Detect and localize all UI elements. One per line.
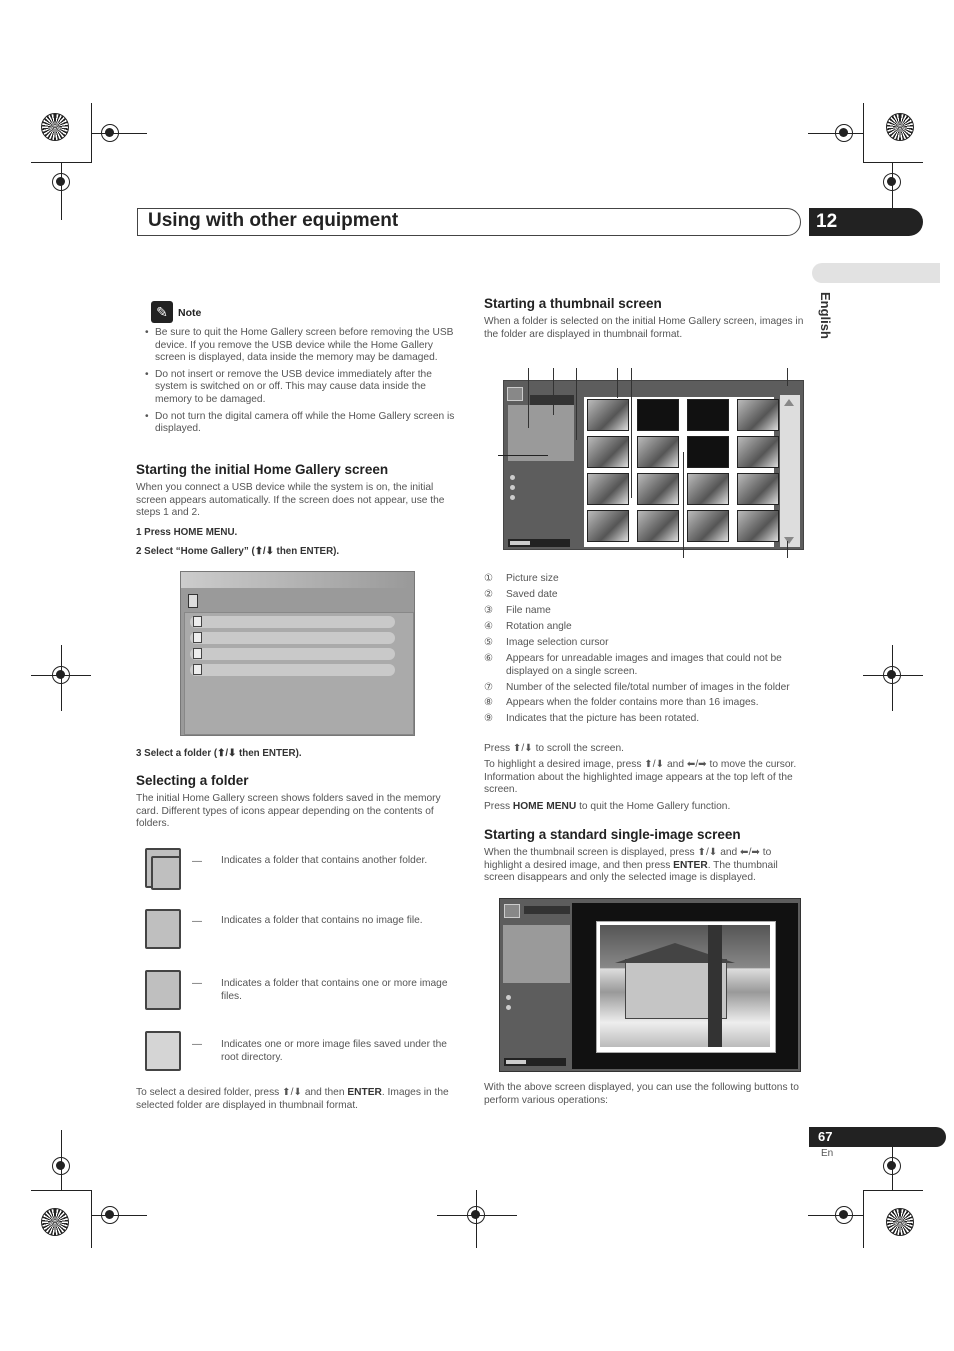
crop-line	[61, 162, 62, 220]
folder-icon	[193, 632, 202, 643]
dash: —	[192, 1039, 202, 1050]
enter-key: ENTER	[673, 859, 708, 871]
note-bullet: • Be sure to quit the Home Gallery screen before removing the USB device. If you remove the USB device while the Home Gallery screen is displayed, data inside the memory may be damaged.	[145, 327, 463, 365]
single-body	[484, 847, 809, 885]
empty-folder-icon	[145, 909, 181, 949]
legend-number: ④	[484, 620, 494, 632]
single-body-post: . The thumbnail screen disappears and only the selected image is displayed.	[484, 859, 778, 884]
section-heading-thumbnail: Starting a thumbnail screen	[484, 296, 662, 311]
folder-with-subfolder-icon-inner	[151, 856, 181, 890]
step-1: 1 Press HOME MENU.	[136, 527, 238, 538]
note-bullet: • Do not turn the digital camera off while the Home Gallery screen is displayed.	[145, 411, 463, 436]
initial-body: When you connect a USB device while the system is on, the initial screen appears automatically. If the screen does not appear, use the steps 1 and 2.	[136, 482, 445, 519]
legend-number: ③	[484, 604, 494, 616]
folder-icon	[193, 664, 202, 675]
crop-disc-bottom-right	[886, 1208, 914, 1236]
crop-line	[61, 1130, 62, 1190]
quit-instruction	[484, 801, 809, 814]
dash: —	[192, 978, 202, 989]
legend-list	[484, 573, 809, 729]
crop-line	[31, 1190, 91, 1191]
callout-line	[498, 455, 548, 456]
crop-line	[91, 1215, 147, 1216]
crop-line	[892, 645, 893, 711]
folder-icon	[193, 648, 202, 659]
single-body-pre: When the thumbnail screen is displayed, press ⬆/⬇ and ⬅/➡ to highlight a desired image, and then press	[484, 847, 772, 871]
legend-text: Saved date	[506, 588, 558, 600]
step-2: 2 Select “Home Gallery” (⬆/⬇ then ENTER).	[136, 546, 340, 557]
image-folder-icon	[145, 970, 181, 1010]
callout-line	[576, 368, 577, 440]
crop-line	[91, 133, 147, 134]
legend-number: ⑨	[484, 713, 494, 725]
page-language: En	[821, 1148, 834, 1159]
note-label: Note	[178, 307, 202, 319]
step-3: 3 Select a folder (⬆/⬇ then ENTER).	[136, 748, 302, 759]
legend-text: Appears for unreadable images and images that could not be displayed on a single screen.	[506, 652, 782, 677]
folder-icon-desc: Indicates a folder that contains no image file.	[221, 915, 423, 926]
crop-line	[808, 133, 864, 134]
crop-disc-bottom-left	[41, 1208, 69, 1236]
page-title: Using with other equipment	[148, 210, 399, 231]
legend-text: Indicates that the picture has been rotated.	[506, 713, 700, 725]
callout-line	[683, 452, 684, 558]
legend-text: Image selection cursor	[506, 636, 609, 648]
folder-icon	[193, 616, 202, 627]
page-number: 67	[809, 1127, 946, 1147]
folder-icon-desc: Indicates one or more image files saved under the root directory.	[221, 1039, 447, 1063]
language-tab	[812, 263, 940, 283]
single-image-screen-illustration	[499, 898, 801, 1072]
dash: —	[192, 916, 202, 927]
dash: —	[192, 856, 202, 867]
legend-number: ⑤	[484, 636, 494, 648]
scroll-instruction: Press ⬆/⬇ to scroll the screen.	[484, 743, 624, 754]
crop-line	[61, 645, 62, 711]
section-heading-folder: Selecting a folder	[136, 773, 249, 788]
section-heading-single: Starting a standard single-image screen	[484, 827, 741, 842]
legend-text: Rotation angle	[506, 620, 572, 632]
folder-icon-desc: Indicates a folder that contains one or more image files.	[221, 978, 448, 1002]
crop-line	[863, 1190, 864, 1248]
folder-body: The initial Home Gallery screen shows folders saved in the memory card. Different types of icons appear depending on the contents of folders.	[136, 793, 441, 830]
note-bullet: • Do not insert or remove the USB device immediately after the system is switched on or off. This may cause data inside the memory to be damaged.	[145, 369, 463, 407]
folder-outro-post: . Images in the selected folder are displayed in thumbnail format.	[136, 1087, 449, 1111]
single-outro: With the above screen displayed, you can use the following buttons to perform various operations:	[484, 1082, 799, 1106]
thumbnail-screen-illustration	[503, 380, 804, 550]
crop-line	[437, 1215, 517, 1216]
enter-key: ENTER	[347, 1087, 382, 1098]
crop-line	[863, 1190, 923, 1191]
crop-disc-top-left	[41, 113, 69, 141]
legend-number: ⑦	[484, 681, 494, 693]
callout-line	[617, 368, 618, 398]
legend-number: ⑥	[484, 652, 494, 664]
quit-pre: Press	[484, 801, 513, 812]
legend-text: Number of the selected file/total number of images in the folder	[506, 681, 790, 693]
folder-outro	[136, 1087, 461, 1112]
crop-line	[91, 1190, 92, 1248]
thumbnail-body: When a folder is selected on the initial Home Gallery screen, images in the folder are displayed in thumbnail format.	[484, 316, 804, 340]
crop-disc-top-right	[886, 113, 914, 141]
folder-outro-pre: To select a desired folder, press ⬆/⬇ and then	[136, 1087, 348, 1098]
crop-line	[863, 162, 923, 163]
callout-line	[631, 368, 632, 498]
callout-line	[553, 368, 554, 415]
note-bullets	[145, 327, 463, 440]
legend-text: Appears when the folder contains more than 16 images.	[506, 697, 759, 709]
gallery-icon	[507, 387, 523, 401]
root-images-icon	[145, 1031, 181, 1071]
legend-text: File name	[506, 604, 551, 616]
home-menu-key: HOME MENU	[512, 801, 577, 812]
section-heading-initial: Starting the initial Home Gallery screen	[136, 462, 389, 477]
note-icon: ✎	[151, 301, 173, 323]
callout-line	[787, 541, 788, 558]
legend-number: ②	[484, 588, 494, 600]
highlight-instruction: To highlight a desired image, press ⬆/⬇ and ⬅/➡ to move the cursor. Information about the highlighted image appears at the top left of the screen.	[484, 759, 797, 796]
memory-card-icon	[188, 594, 198, 608]
gallery-icon	[504, 904, 520, 918]
callout-line	[528, 368, 529, 428]
folder-icon-desc: Indicates a folder that contains another folder.	[221, 855, 428, 866]
language-label: English	[818, 292, 833, 339]
chapter-number: 12	[809, 208, 923, 236]
crop-line	[476, 1190, 477, 1248]
legend-number: ⑧	[484, 697, 494, 709]
quit-post: to quit the Home Gallery function.	[576, 801, 731, 812]
crop-line	[808, 1215, 864, 1216]
crop-line	[863, 675, 923, 676]
home-gallery-screen-illustration	[180, 571, 415, 736]
legend-text: Picture size	[506, 573, 559, 584]
legend-number: ①	[484, 573, 494, 584]
callout-line	[787, 368, 788, 386]
